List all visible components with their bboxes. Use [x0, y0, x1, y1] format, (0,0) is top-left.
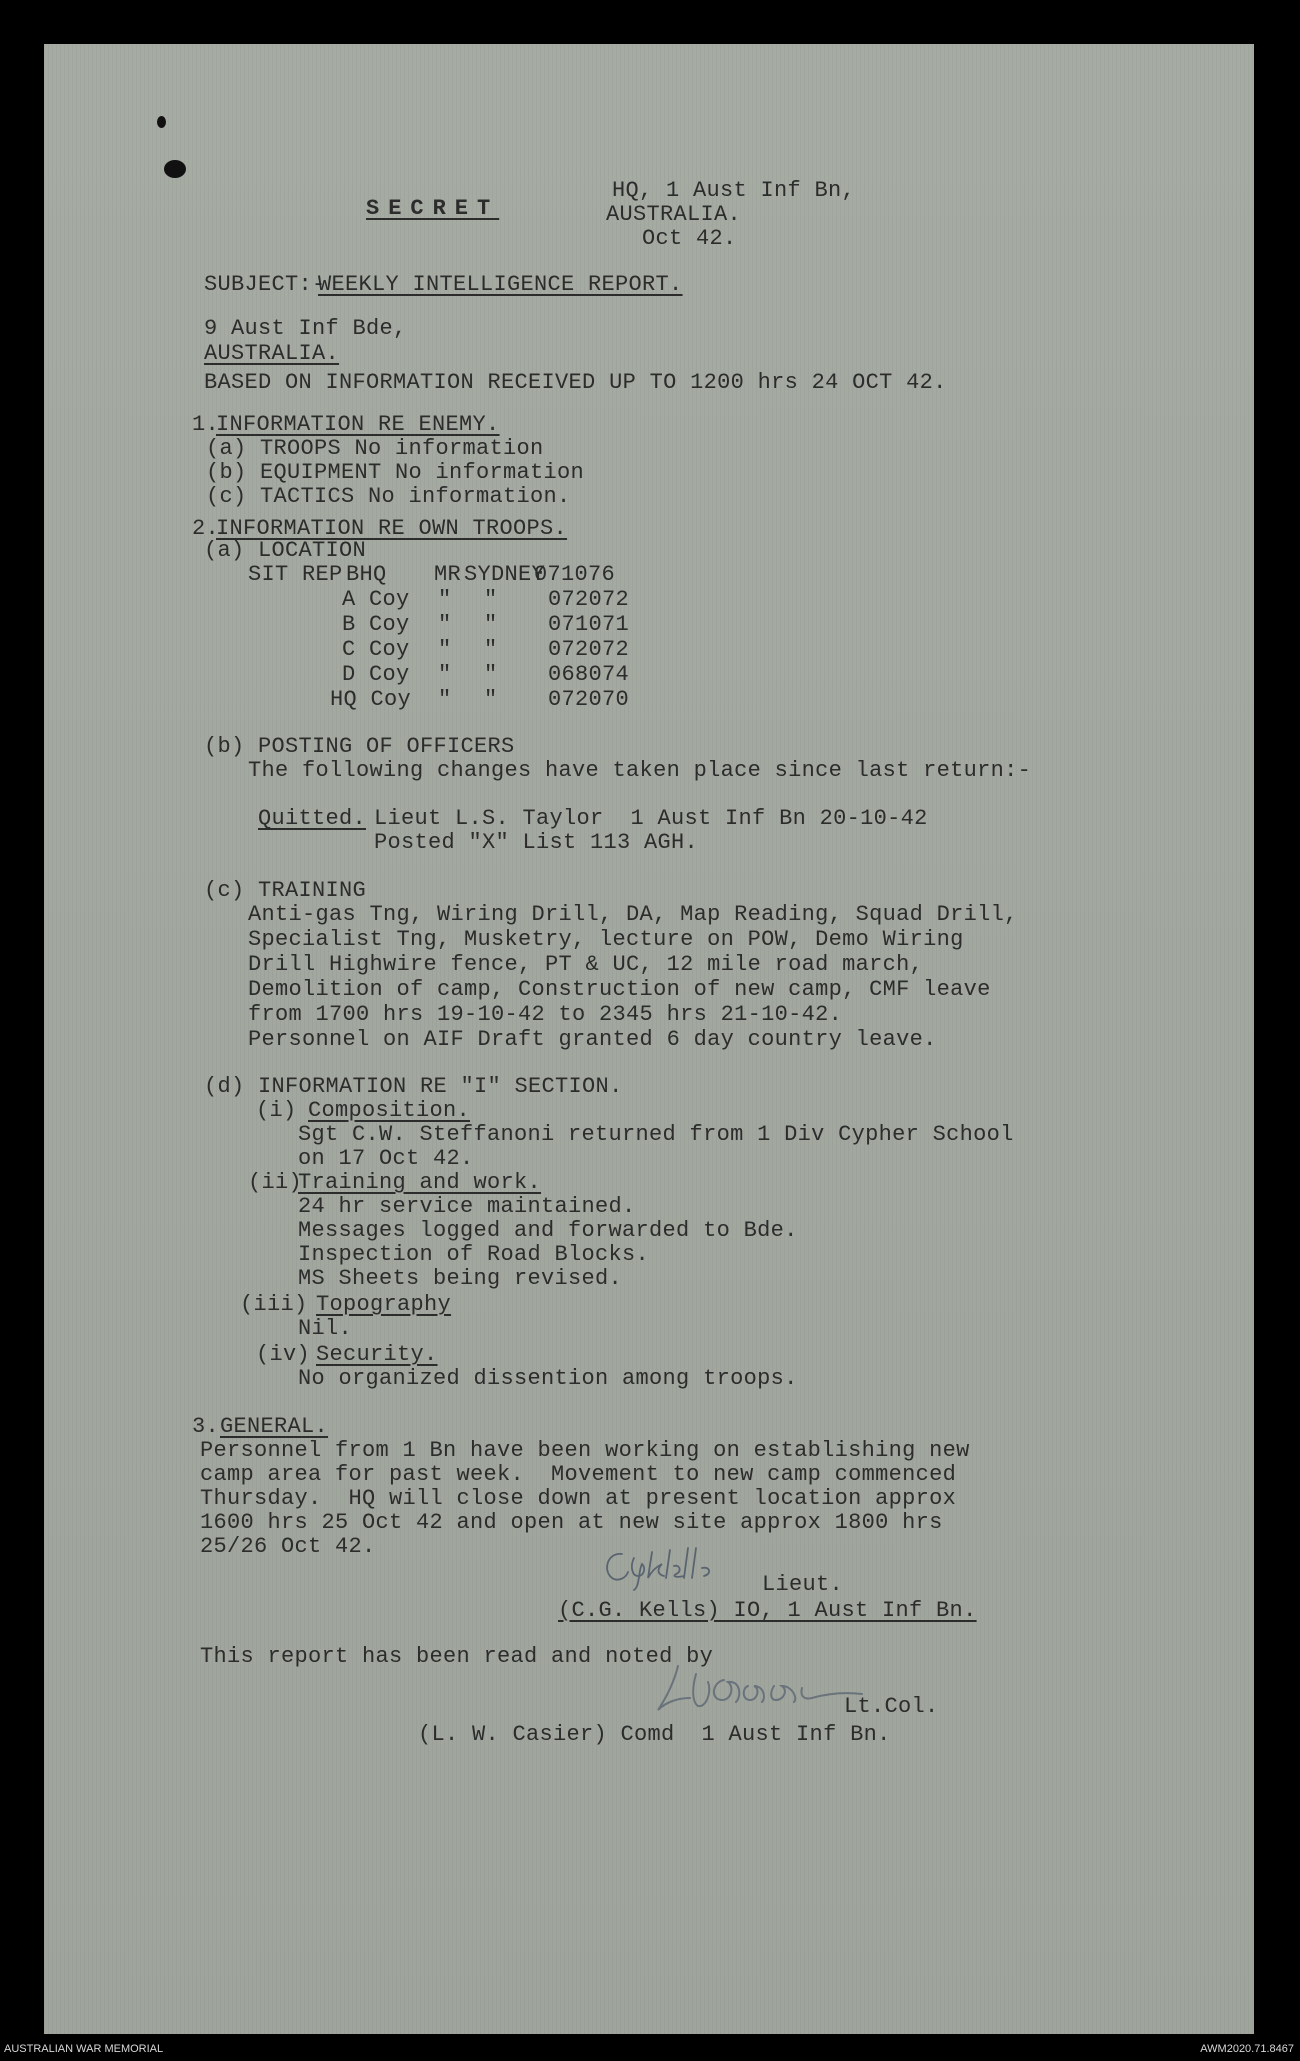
- location-unit: HQ Coy: [330, 687, 412, 712]
- location-unit: B Coy: [342, 612, 410, 637]
- security-title: Security.: [316, 1342, 438, 1367]
- location-ref1: MR: [434, 562, 462, 587]
- posting-title: (b) POSTING OF OFFICERS: [204, 734, 515, 759]
- section3-title: GENERAL.: [220, 1414, 329, 1439]
- composition-line: on 17 Oct 42.: [298, 1146, 474, 1171]
- location-grid: 072070: [548, 687, 630, 712]
- kells-signature: [600, 1542, 750, 1594]
- subject-text: WEEKLY INTELLIGENCE REPORT.: [318, 272, 683, 297]
- from-line2: AUSTRALIA.: [606, 202, 742, 227]
- location-grid: 068074: [548, 662, 630, 687]
- section1-number: 1.: [192, 412, 220, 437]
- training-line: Demolition of camp, Construction of new camp, CMF leave: [248, 977, 991, 1002]
- location-ref2: ": [484, 637, 498, 662]
- location-unit: A Coy: [342, 587, 410, 612]
- location-unit: C Coy: [342, 637, 410, 662]
- location-ref2: ": [484, 612, 498, 637]
- posting-text: The following changes have taken place since last return:-: [248, 758, 1032, 783]
- report-date: Oct 42.: [642, 226, 737, 251]
- punch-hole: [157, 116, 166, 128]
- training-work-line: Inspection of Road Blocks.: [298, 1242, 650, 1267]
- i-section-title: (d) INFORMATION RE "I" SECTION.: [204, 1074, 623, 1099]
- section1-title: INFORMATION RE ENEMY.: [216, 412, 500, 437]
- training-title: (c) TRAINING: [204, 878, 367, 903]
- location-ref2: ": [484, 587, 498, 612]
- classification: SECRET: [366, 196, 500, 221]
- location-grid: 071071: [548, 612, 630, 637]
- location-unit: D Coy: [342, 662, 410, 687]
- training-line: Anti-gas Tng, Wiring Drill, DA, Map Reading, Squad Drill,: [248, 902, 1018, 927]
- location-ref1: ": [438, 587, 452, 612]
- section3-number: 3.: [192, 1414, 220, 1439]
- signature2-rank: Lt.Col.: [844, 1694, 939, 1719]
- composition-title: Composition.: [308, 1098, 471, 1123]
- signature1-name: (C.G. Kells) IO, 1 Aust Inf Bn.: [558, 1598, 977, 1623]
- location-title: (a) LOCATION: [204, 538, 367, 563]
- signature2-name: (L. W. Casier) Comd 1 Aust Inf Bn.: [418, 1722, 891, 1747]
- subject-label: SUBJECT:-: [204, 272, 326, 297]
- general-line: Thursday. HQ will close down at present location approx: [200, 1486, 957, 1511]
- topography-title: Topography: [316, 1292, 452, 1317]
- training-line: from 1700 hrs 19-10-42 to 2345 hrs 21-10-42.: [248, 1002, 843, 1027]
- signature1-rank: Lieut.: [762, 1572, 844, 1597]
- location-grid: 072072: [548, 587, 630, 612]
- punch-hole: [164, 160, 186, 178]
- general-line: 1600 hrs 25 Oct 42 and open at new site approx 1800 hrs: [200, 1510, 943, 1535]
- addressee-line1: 9 Aust Inf Bde,: [204, 316, 407, 341]
- training-line: Drill Highwire fence, PT & UC, 12 mile road march,: [248, 952, 924, 977]
- security-number: (iv): [256, 1342, 311, 1367]
- general-line: camp area for past week. Movement to new camp commenced: [200, 1462, 957, 1487]
- location-ref1: ": [438, 662, 452, 687]
- topography-text: Nil.: [298, 1316, 353, 1341]
- footer-accession: AWM2020.71.8467: [1200, 2043, 1294, 2055]
- composition-line: Sgt C.W. Steffanoni returned from 1 Div Cypher School: [298, 1122, 1014, 1147]
- training-line: Personnel on AIF Draft granted 6 day country leave.: [248, 1027, 937, 1052]
- location-ref1: ": [438, 637, 452, 662]
- training-work-line: MS Sheets being revised.: [298, 1266, 623, 1291]
- section1-item: (a) TROOPS No information: [206, 436, 544, 461]
- composition-number: (i): [256, 1098, 297, 1123]
- addressee-line2: AUSTRALIA.: [204, 341, 340, 366]
- from-line1: HQ, 1 Aust Inf Bn,: [612, 178, 856, 203]
- location-ref2: SYDNEY: [464, 562, 546, 587]
- location-grid: 072072: [548, 637, 630, 662]
- general-line: Personnel from 1 Bn have been working on establishing new: [200, 1438, 970, 1463]
- section1-item: (b) EQUIPMENT No information: [206, 460, 585, 485]
- location-grid: 071076: [534, 562, 616, 587]
- location-unit: BHQ: [346, 562, 387, 587]
- section2-title: INFORMATION RE OWN TROOPS.: [216, 516, 568, 541]
- location-ref2: ": [484, 662, 498, 687]
- topography-number: (iii): [240, 1292, 308, 1317]
- sit-rep-label: SIT REP: [248, 562, 343, 587]
- location-ref1: ": [438, 687, 452, 712]
- location-ref2: ": [484, 687, 498, 712]
- training-work-number: (ii): [248, 1170, 303, 1195]
- based-on-line: BASED ON INFORMATION RECEIVED UP TO 1200 hrs 24 OCT 42.: [204, 370, 947, 395]
- general-line: 25/26 Oct 42.: [200, 1534, 376, 1559]
- footer-institution: AUSTRALIAN WAR MEMORIAL: [4, 2043, 164, 2055]
- training-line: Specialist Tng, Musketry, lecture on POW, Demo Wiring: [248, 927, 964, 952]
- quitted-line2: Posted "X" List 113 AGH.: [374, 830, 699, 855]
- security-text: No organized dissention among troops.: [298, 1366, 798, 1391]
- quitted-label: Quitted.: [258, 806, 367, 831]
- training-work-line: Messages logged and forwarded to Bde.: [298, 1218, 798, 1243]
- noted-line: This report has been read and noted by: [200, 1644, 714, 1669]
- training-work-title: Training and work.: [298, 1170, 542, 1195]
- location-ref1: ": [438, 612, 452, 637]
- section2-number: 2.: [192, 516, 220, 541]
- quitted-line1: Lieut L.S. Taylor 1 Aust Inf Bn 20-10-42: [374, 806, 928, 831]
- document-page: [44, 44, 1254, 2034]
- training-work-line: 24 hr service maintained.: [298, 1194, 636, 1219]
- section1-item: (c) TACTICS No information.: [206, 484, 571, 509]
